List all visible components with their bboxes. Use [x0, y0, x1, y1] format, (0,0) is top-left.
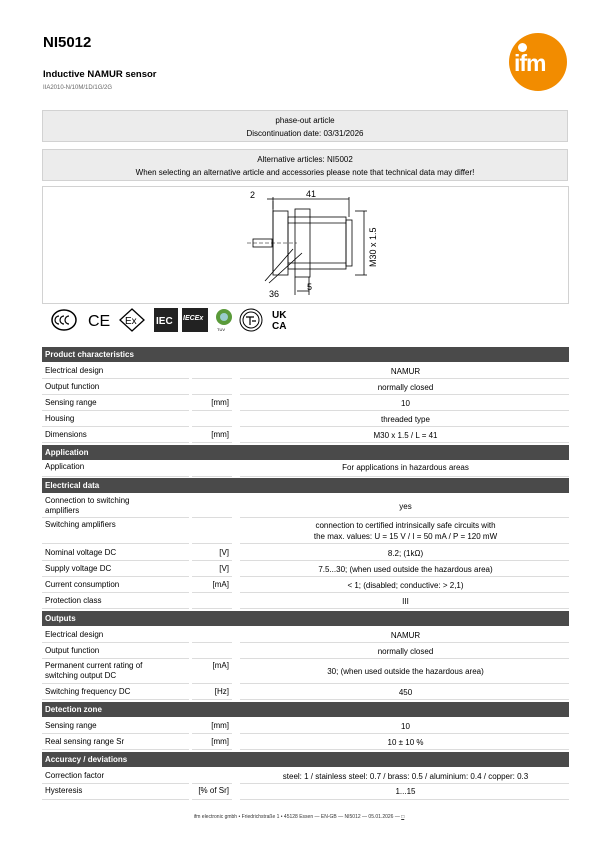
row-label: Protection class — [45, 596, 102, 605]
table-row — [42, 734, 569, 750]
section-electrical-data: Electrical data — [42, 478, 569, 493]
page-number-link-icon[interactable]: □ — [401, 814, 405, 820]
certification-marks — [50, 308, 310, 334]
table-row — [42, 518, 569, 544]
row-value: 450 — [398, 688, 413, 697]
row-value: For applications in hazardous areas — [342, 463, 469, 472]
ex-text: Ex — [125, 316, 137, 327]
section-detection-zone: Detection zone — [42, 702, 569, 717]
row-value: normally closed — [377, 383, 434, 392]
ex-mark-icon — [119, 308, 145, 332]
row-value: 8.2; (1kΩ) — [387, 549, 424, 558]
alternative-line1: Alternative articles: NI5002 — [257, 155, 353, 164]
phaseout-line2: Discontinuation date: 03/31/2026 — [246, 129, 364, 138]
table-row — [42, 577, 569, 593]
row-label: Sensing range — [45, 721, 97, 730]
table-row — [42, 768, 569, 784]
table-row — [42, 461, 569, 477]
iecex-icon — [182, 308, 208, 332]
ukca-ca-text: CA — [272, 321, 287, 332]
ukca-icon — [271, 308, 295, 332]
row-unit: [mm] — [211, 737, 229, 746]
dim-2-label: 2 — [250, 190, 256, 200]
product-subtitle: Inductive NAMUR sensor — [43, 69, 157, 80]
row-value: NAMUR — [390, 367, 421, 376]
table-row — [42, 627, 569, 643]
table-row — [42, 784, 569, 800]
section-accuracy: Accuracy / deviations — [42, 752, 569, 767]
row-label: Output function — [45, 646, 100, 655]
table-row — [42, 561, 569, 577]
row-label: Real sensing range Sr — [45, 737, 125, 746]
tuv-icon — [214, 308, 234, 332]
row-unit: [mm] — [211, 430, 229, 439]
table-row — [42, 494, 569, 518]
table-row — [42, 379, 569, 395]
row-label: Permanent current rating of switching output DC — [45, 661, 143, 680]
dim-41-label: 41 — [306, 189, 317, 199]
sensor-drawing-svg — [43, 187, 568, 303]
iecex-text: IECEx — [183, 315, 204, 322]
row-unit: [mA] — [212, 580, 229, 589]
ts-mark-icon — [238, 308, 264, 332]
row-label: Dimensions — [45, 430, 87, 439]
row-unit: [% of Sr] — [198, 786, 229, 795]
row-label: Correction factor — [45, 771, 105, 780]
table-row — [42, 411, 569, 427]
row-label: Sensing range — [45, 398, 97, 407]
row-label: Switching amplifiers — [45, 520, 116, 529]
ce-mark-icon — [87, 308, 111, 332]
row-label: Electrical design — [45, 630, 104, 639]
product-title: NI5012 — [43, 34, 92, 51]
alternative-line2: When selecting an alternative article and accessories please note that technical data may differ! — [135, 168, 475, 177]
table-row — [42, 545, 569, 561]
dimension-drawing — [42, 186, 569, 304]
row-value: < 1; (disabled; conductive: > 2,1) — [347, 581, 464, 590]
row-value: normally closed — [377, 647, 434, 656]
table-row — [42, 718, 569, 734]
section-application: Application — [42, 445, 569, 460]
row-value: 10 — [401, 399, 410, 408]
section-outputs: Outputs — [42, 611, 569, 626]
iec-icon — [154, 308, 178, 332]
section-product-characteristics: Product characteristics — [42, 347, 569, 362]
dim-thread-label: M30 x 1.5 — [368, 227, 378, 267]
row-unit: [mm] — [211, 398, 229, 407]
dim-36-label: 36 — [269, 289, 280, 299]
row-unit: [V] — [219, 548, 229, 557]
ifm-logo — [509, 33, 567, 91]
row-value: steel: 1 / stainless steel: 0.7 / brass: 0.5 / aluminium: 0.4 / copper: 0.3 — [282, 772, 529, 781]
table-row — [42, 363, 569, 379]
dim-5-label: 5 — [307, 282, 313, 292]
row-value: threaded type — [381, 415, 430, 424]
row-label: Electrical design — [45, 366, 104, 375]
iec-text: IEC — [156, 316, 173, 327]
row-label: Nominal voltage DC — [45, 548, 117, 557]
phaseout-notice — [42, 110, 568, 142]
table-row — [42, 395, 569, 411]
row-unit: [mA] — [212, 661, 229, 670]
page-footer — [0, 814, 598, 820]
row-value: 10 — [401, 722, 410, 731]
row-label: Connection to switching amplifiers — [45, 496, 130, 515]
product-code: IIA2010-N/10M/1D/1G/2G — [43, 85, 113, 91]
table-row — [42, 659, 569, 684]
table-row — [42, 643, 569, 659]
alternative-notice — [42, 149, 568, 181]
row-value: M30 x 1.5 / L = 41 — [373, 431, 438, 440]
logo-text: ifm — [514, 50, 546, 76]
row-label: Output function — [45, 382, 100, 391]
row-unit: [Hz] — [214, 687, 229, 696]
row-value: 10 ± 10 % — [387, 738, 424, 747]
row-unit: [mm] — [211, 721, 229, 730]
phaseout-line1: phase-out article — [275, 116, 335, 125]
row-value: NAMUR — [390, 631, 421, 640]
row-value-line2: the max. values: U = 15 V / I = 50 mA / P = 120 mW — [313, 532, 498, 541]
ukca-uk-text: UK — [272, 310, 287, 321]
row-value: III — [402, 597, 409, 606]
row-label: Current consumption — [45, 580, 120, 589]
row-value: yes — [399, 502, 412, 511]
table-row — [42, 593, 569, 609]
row-value: 30; (when used outside the hazardous area) — [327, 667, 484, 676]
tuv-text: TUV — [217, 327, 225, 332]
row-label: Application — [45, 462, 85, 471]
ccc-mark-icon — [50, 308, 78, 332]
row-label: Housing — [45, 414, 75, 423]
row-value: 7.5...30; (when used outside the hazardous area) — [318, 565, 493, 574]
table-row — [42, 427, 569, 443]
footer-text: ifm electronic gmbh • Friedrichstraße 1 • 45128 Essen — EN-GB — NI5012 — 05.01.2026 — — [193, 814, 400, 820]
row-label: Hysteresis — [45, 786, 83, 795]
ce-text: CE — [88, 313, 111, 330]
row-value: 1...15 — [395, 787, 416, 796]
row-value: connection to certified intrinsically safe circuits with — [315, 521, 496, 530]
row-label: Supply voltage DC — [45, 564, 112, 573]
row-label: Switching frequency DC — [45, 687, 131, 696]
table-row — [42, 684, 569, 700]
row-unit: [V] — [219, 564, 229, 573]
